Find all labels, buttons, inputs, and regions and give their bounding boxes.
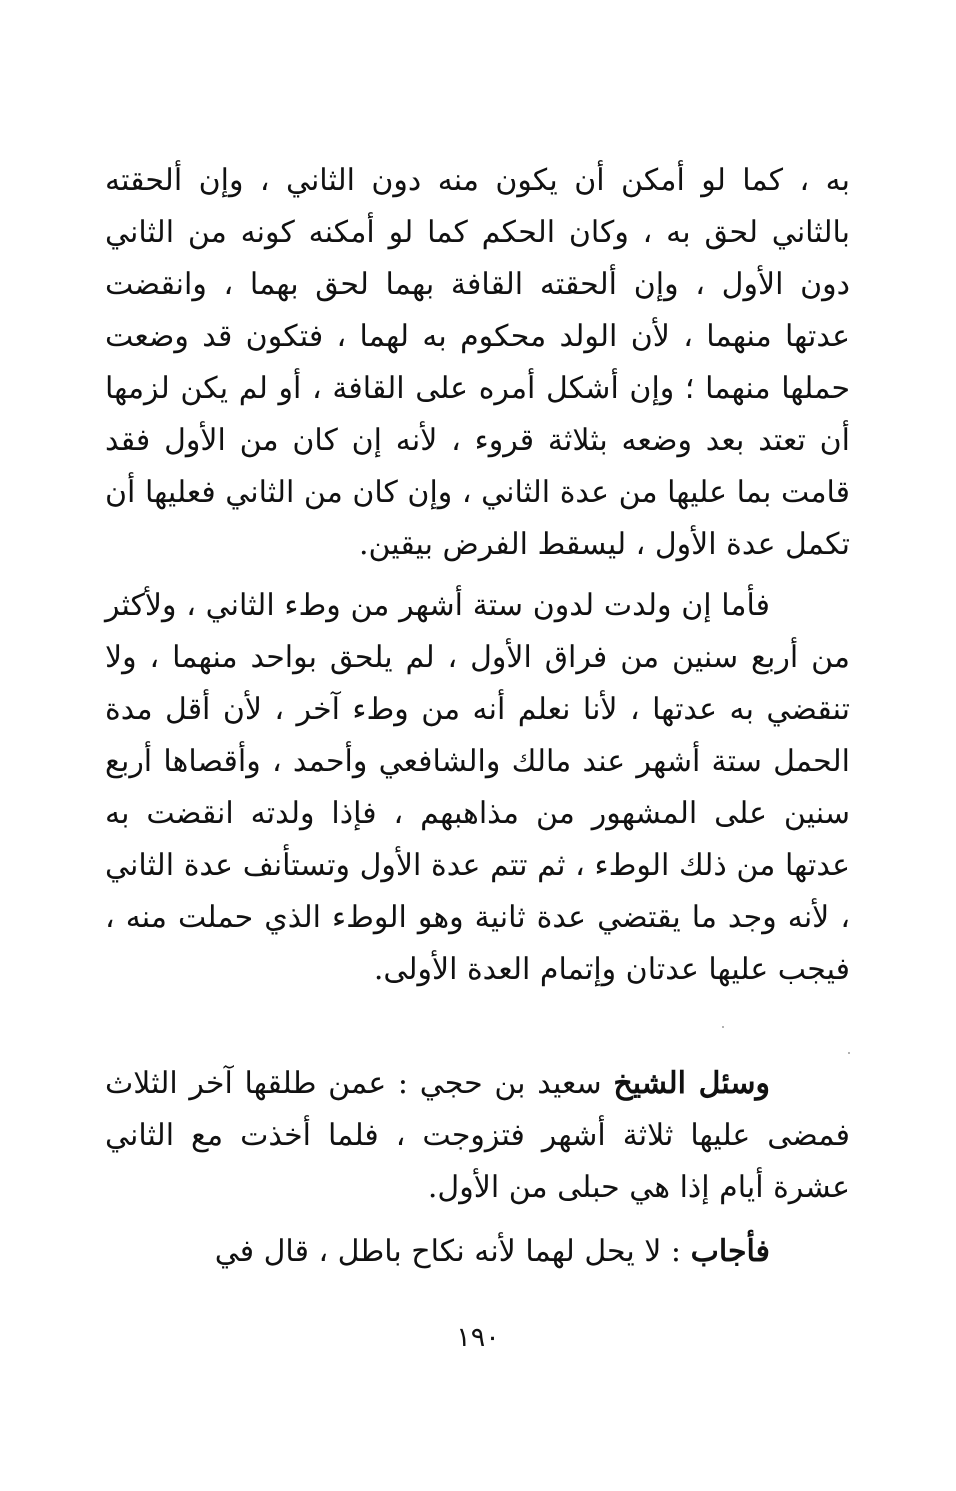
page-number: ١٩٠ — [456, 1322, 500, 1353]
answer-body: : لا يحل لهما لأنه نكاح باطل ، قال في — [214, 1234, 691, 1269]
paragraph-answer — [105, 1226, 850, 1278]
paragraph-text — [105, 1226, 850, 1278]
scan-speck — [848, 1052, 850, 1054]
paragraph-text: به ، كما لو أمكن أن يكون منه دون الثاني ، وإن ألحقته بالثاني لحق به ، وكان الحكم كما لو أمكنه كونه من الثاني دون الأول ، وإن ألحقته القافة بهما لحق بهما ، وانقضت عدتها منهما ، لأن الولد محكوم به لهما ، فتكون قد وضعت حملها منهما ؛ وإن أشكل أمره على القافة ، أو لم يكن لزمها أن تعتد بعد وضعه بثلاثة قروء ، لأنه إن كان من الأول فقد قامت بما عليها من عدة الثاني ، وإن كان من الثاني فعليها أن تكمل عدة الأول ، ليسقط الفرض بيقين. — [105, 163, 850, 562]
paragraph-text: فأما إن ولدت لدون ستة أشهر من وطء الثاني ، ولأكثر من أربع سنين من فراق الأول ، لم يلحق بواحد منهما ، ولا تنقضي به عدتها ، لأنا نعلم أنه من وطء آخر ، لأن أقل مدة الحمل ستة أشهر عند مالك والشافعي وأحمد ، وأقصاها أربع سنين على المشهور من مذاهبهم ، فإذا ولدته انقضت به عدتها من ذلك الوطء ، ثم تتم عدة الأول وتستأنف عدة الثاني ، لأنه وجد ما يقتضي عدة ثانية وهو الوطء الذي حملت منه ، فيجب عليها عدتان وإتمام العدة الأولى. — [105, 588, 850, 987]
answer-lead: فأجاب — [690, 1234, 770, 1269]
scan-speck — [722, 1026, 724, 1028]
paragraph-text — [105, 1058, 850, 1214]
paragraph-birth-timing — [105, 580, 850, 996]
question-body: سعيد بن حجي : عمن طلقها آخر الثلاث فمضى عليها ثلاثة أشهر فتزوجت ، فلما أخذت مع الثاني عشرة أيام إذا هي حبلى من الأول. — [105, 1066, 850, 1205]
paragraph-question — [105, 1058, 850, 1214]
question-lead: وسئل الشيخ — [613, 1066, 771, 1101]
paragraph-continuation — [105, 155, 850, 571]
